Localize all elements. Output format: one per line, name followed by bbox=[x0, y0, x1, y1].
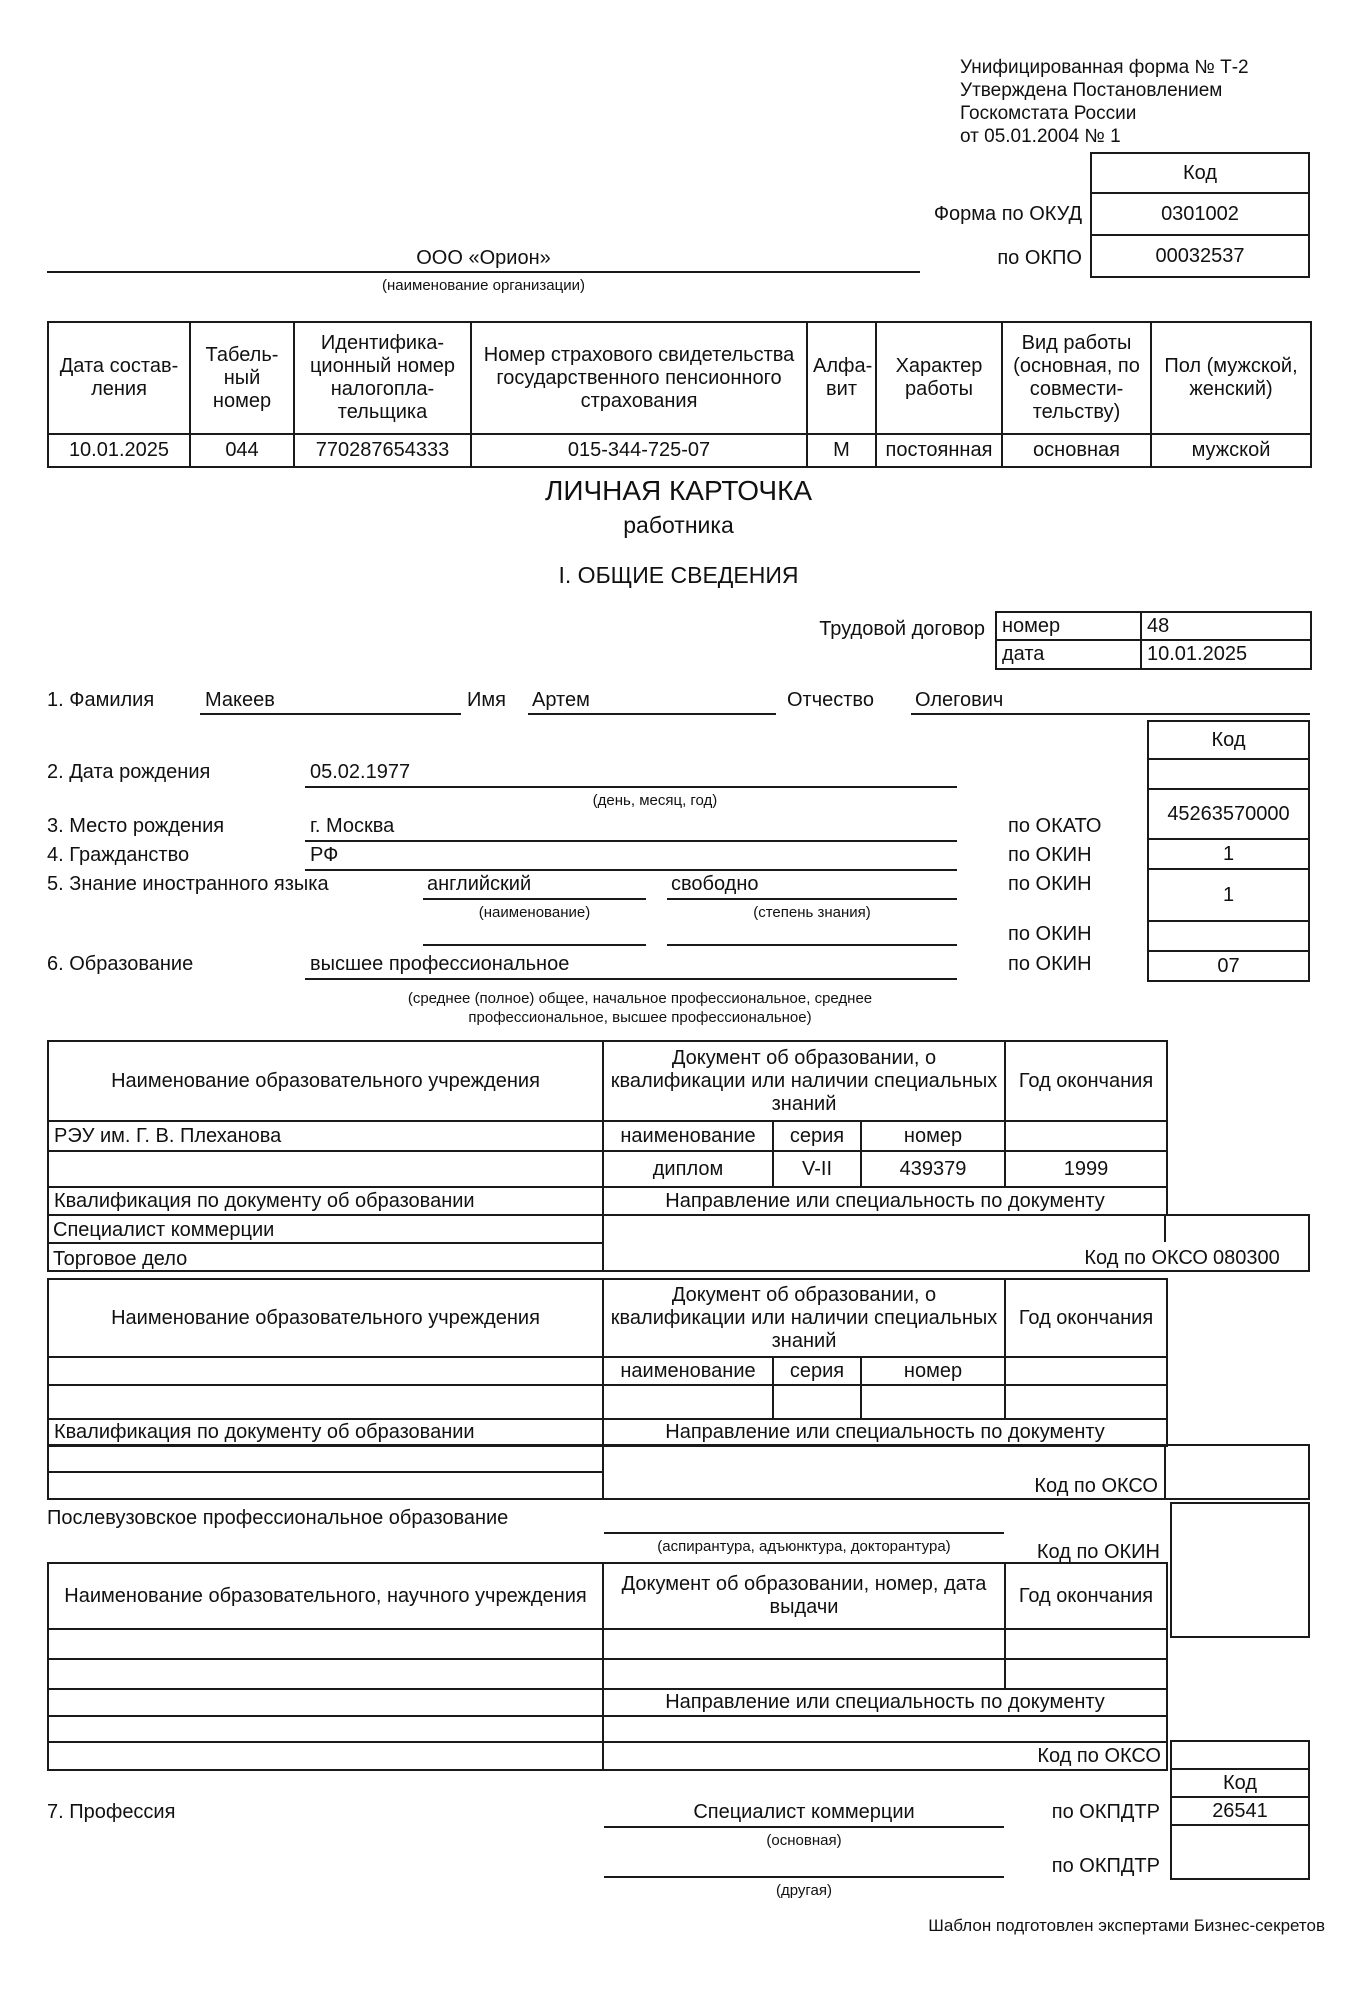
section-heading: I. ОБЩИЕ СВЕДЕНИЯ bbox=[558, 562, 799, 588]
organization-name: ООО «Орион» bbox=[416, 247, 551, 269]
firstname-line bbox=[528, 713, 776, 715]
edu1-okso-value: 080300 bbox=[1213, 1247, 1280, 1269]
value-inn: 770287654333 bbox=[294, 434, 471, 467]
labor-contract-label: Трудовой договор bbox=[819, 618, 985, 640]
edu1-number-value: 439379 bbox=[861, 1151, 1005, 1187]
labor-contract-table bbox=[995, 611, 1312, 670]
edu2-institution-empty-cell bbox=[48, 1357, 603, 1385]
surname-label: 1. Фамилия bbox=[47, 689, 155, 711]
edu3-institution-header: Наименование образовательного, научного учреждения bbox=[48, 1563, 603, 1629]
patronymic-label: Отчество bbox=[787, 689, 874, 711]
patronymic-value: Олегович bbox=[915, 689, 1004, 711]
firstname-label: Имя bbox=[467, 689, 506, 711]
birthplace-label: 3. Место рождения bbox=[47, 815, 225, 837]
okpdtr2-code-cell bbox=[1171, 1825, 1309, 1879]
edu3-empty-cell bbox=[603, 1659, 1005, 1689]
profession-main-caption: (основная) bbox=[766, 1832, 842, 1849]
col-header-gender: Пол (мужской, женский) bbox=[1151, 322, 1311, 434]
employee-summary-table bbox=[47, 321, 1312, 468]
education-value: высшее профессиональное bbox=[310, 953, 570, 975]
language-name-caption: (наименование) bbox=[478, 904, 591, 921]
edu2-qualification-header: Квалификация по документу об образовании bbox=[48, 1419, 603, 1446]
citizenship-line bbox=[305, 869, 957, 871]
birthdate-label: 2. Дата рождения bbox=[47, 761, 211, 783]
edu2-okso-label: Код по ОКСО bbox=[1034, 1475, 1158, 1497]
birthdate-value: 05.02.1977 bbox=[310, 761, 411, 783]
approval-line: Утверждена Постановлением bbox=[960, 80, 1223, 101]
organization-name-caption: (наименование организации) bbox=[382, 277, 585, 294]
edu3-empty-cell bbox=[603, 1629, 1005, 1659]
edu1-okso-inner-line bbox=[1164, 1214, 1166, 1242]
top-code-table bbox=[1090, 152, 1310, 278]
language2-level-line bbox=[667, 944, 957, 946]
edu3-empty-cell bbox=[48, 1659, 603, 1689]
edu1-speciality-header: Направление или специальность по документу bbox=[603, 1187, 1167, 1215]
okpdtr-code-value: 26541 bbox=[1171, 1797, 1309, 1825]
language2-code-cell bbox=[1148, 921, 1309, 951]
language-okin-label: по ОКИН bbox=[1008, 873, 1092, 895]
language2-okin-label: по ОКИН bbox=[1008, 923, 1092, 945]
edu2-series-subheader: серия bbox=[773, 1357, 861, 1385]
edu1-institution-header: Наименование образовательного учреждения bbox=[48, 1041, 603, 1121]
edu3-document-header: Документ об образовании, номер, дата выдачи bbox=[603, 1563, 1005, 1629]
value-snils: 015-344-725-07 bbox=[471, 434, 807, 467]
surname-value: Макеев bbox=[205, 689, 275, 711]
col-header-personnel-number: Табель- ный номер bbox=[190, 322, 294, 434]
edu1-institution-value: РЭУ им. Г. В. Плеханова bbox=[48, 1121, 603, 1151]
approval-block bbox=[960, 56, 1249, 148]
edu2-okso-value-box bbox=[1164, 1444, 1310, 1500]
education-table-3 bbox=[47, 1562, 1168, 1771]
contract-number-label: номер bbox=[996, 612, 1141, 640]
value-alphabet: М bbox=[807, 434, 876, 467]
col-header-snils: Номер страхового свидетельства государственного пенсионного страхования bbox=[471, 322, 807, 434]
value-personnel-number: 044 bbox=[190, 434, 294, 467]
education-caption-line1: (среднее (полное) общее, начальное профессиональное, среднее bbox=[407, 990, 873, 1007]
okpdtr-label: по ОКПДТР bbox=[1051, 1801, 1160, 1823]
edu1-series-value: V-II bbox=[773, 1151, 861, 1187]
surname-line bbox=[200, 713, 461, 715]
citizenship-code-value: 1 bbox=[1148, 839, 1309, 869]
language-level-value: свободно bbox=[671, 873, 759, 895]
document-subtitle: работника bbox=[623, 512, 734, 538]
edu3-okso-value-cell bbox=[1171, 1741, 1309, 1769]
edu3-okso-label: Код по ОКСО bbox=[603, 1742, 1167, 1770]
language-level-caption: (степень знания) bbox=[753, 904, 871, 921]
okud-code-value: 0301002 bbox=[1091, 193, 1309, 235]
edu1-number-subheader: номер bbox=[861, 1121, 1005, 1151]
col-header-inn: Идентифика- ционный номер налогопла- тельщика bbox=[294, 322, 471, 434]
col-header-alphabet: Алфа- вит bbox=[807, 322, 876, 434]
postgraduate-line bbox=[604, 1532, 1004, 1534]
edu1-docname-subheader: наименование bbox=[603, 1121, 773, 1151]
approval-line: от 05.01.2004 № 1 bbox=[960, 126, 1121, 147]
value-work-type: основная bbox=[1002, 434, 1151, 467]
edu2-year-header: Год окончания bbox=[1005, 1279, 1167, 1357]
profession-other-caption: (другая) bbox=[775, 1882, 833, 1899]
edu1-okso-label: Код по ОКСО bbox=[1084, 1247, 1208, 1269]
code-column-header: Код bbox=[1091, 153, 1309, 193]
footer-credit: Шаблон подготовлен экспертами Бизнес-секретов bbox=[928, 1916, 1325, 1935]
edu2-docname-subheader: наименование bbox=[603, 1357, 773, 1385]
profession-other-line bbox=[604, 1876, 1004, 1878]
edu1-qualification-header: Квалификация по документу об образовании bbox=[48, 1187, 603, 1215]
edu2-document-header: Документ об образовании, о квалификации или наличии специальных знаний bbox=[603, 1279, 1005, 1357]
organization-name-line bbox=[47, 271, 920, 273]
edu2-speciality-header: Направление или специальность по документу bbox=[603, 1419, 1167, 1446]
edu1-document-header: Документ об образовании, о квалификации или наличии специальных знаний bbox=[603, 1041, 1005, 1121]
profession-main-value: Специалист коммерции bbox=[693, 1801, 915, 1823]
okato-label: по ОКАТО bbox=[1008, 815, 1102, 837]
okpo-label: по ОКПО bbox=[997, 247, 1082, 269]
edu2-empty-cell bbox=[48, 1385, 603, 1419]
contract-number-value: 48 bbox=[1141, 612, 1311, 640]
education-table-1 bbox=[47, 1040, 1168, 1216]
profession-code-stack bbox=[1170, 1740, 1310, 1880]
birthdate-caption: (день, месяц, год) bbox=[592, 792, 718, 809]
citizenship-label: 4. Гражданство bbox=[47, 844, 190, 866]
education-table-2 bbox=[47, 1278, 1168, 1447]
edu1-speciality-cell bbox=[47, 1242, 604, 1272]
edu1-qualification-cell bbox=[47, 1214, 604, 1244]
profession-label: 7. Профессия bbox=[47, 1801, 176, 1823]
edu3-empty-cell bbox=[48, 1716, 603, 1742]
language-name-line bbox=[423, 898, 646, 900]
edu1-series-subheader: серия bbox=[773, 1121, 861, 1151]
postgraduate-label: Послевузовское профессиональное образование bbox=[47, 1507, 509, 1529]
edu1-year-empty-cell bbox=[1005, 1121, 1167, 1151]
edu1-docname-value: диплом bbox=[603, 1151, 773, 1187]
birthdate-line bbox=[305, 786, 957, 788]
edu1-year-header: Год окончания bbox=[1005, 1041, 1167, 1121]
edu2-qualification-cell bbox=[47, 1444, 604, 1473]
edu3-year-header: Год окончания bbox=[1005, 1563, 1167, 1629]
language-label: 5. Знание иностранного языка bbox=[47, 873, 329, 895]
birthdate-code-cell bbox=[1148, 759, 1309, 789]
okpo-code-value: 00032537 bbox=[1091, 235, 1309, 277]
edu1-year-value: 1999 bbox=[1005, 1151, 1167, 1187]
postgraduate-okin-value-box bbox=[1170, 1502, 1310, 1638]
value-gender: мужской bbox=[1151, 434, 1311, 467]
birthplace-line bbox=[305, 840, 957, 842]
edu2-year-empty-cell bbox=[1005, 1357, 1167, 1385]
edu2-empty-cell bbox=[1005, 1385, 1167, 1419]
edu3-empty-cell bbox=[1005, 1629, 1167, 1659]
edu2-number-subheader: номер bbox=[861, 1357, 1005, 1385]
edu3-speciality-header: Направление или специальность по документу bbox=[603, 1689, 1167, 1716]
education-caption-line2: профессиональное, высшее профессиональное) bbox=[468, 1009, 812, 1026]
education-label: 6. Образование bbox=[47, 953, 194, 975]
citizenship-value: РФ bbox=[310, 844, 339, 866]
col-header-work-type: Вид работы (основная, по совмести- тельству) bbox=[1002, 322, 1151, 434]
edu2-empty-cell bbox=[773, 1385, 861, 1419]
edu3-empty-cell bbox=[48, 1689, 603, 1716]
approval-line: Унифицированная форма № Т-2 bbox=[960, 57, 1249, 78]
citizenship-okin-label: по ОКИН bbox=[1008, 844, 1092, 866]
okato-code-value: 45263570000 bbox=[1148, 789, 1309, 839]
education-code-value: 07 bbox=[1148, 951, 1309, 981]
language2-name-line bbox=[423, 944, 646, 946]
education-okin-label: по ОКИН bbox=[1008, 953, 1092, 975]
edu3-empty-cell bbox=[603, 1716, 1167, 1742]
edu2-institution-header: Наименование образовательного учреждения bbox=[48, 1279, 603, 1357]
patronymic-line bbox=[911, 713, 1310, 715]
col-header-date: Дата состав- ления bbox=[48, 322, 190, 434]
edu3-empty-cell bbox=[48, 1742, 603, 1770]
okud-label: Форма по ОКУД bbox=[933, 203, 1082, 225]
document-title: ЛИЧНАЯ КАРТОЧКА bbox=[544, 475, 813, 506]
value-date: 10.01.2025 bbox=[48, 434, 190, 467]
postgraduate-caption: (аспирантура, адъюнктура, докторантура) bbox=[657, 1538, 951, 1555]
code-column-header: Код bbox=[1148, 721, 1309, 759]
approval-line: Госкомстата России bbox=[960, 103, 1137, 124]
language-value: английский bbox=[427, 873, 532, 895]
profession-main-line bbox=[604, 1826, 1004, 1828]
birthplace-value: г. Москва bbox=[310, 815, 395, 837]
col-header-work-nature: Характер работы bbox=[876, 322, 1002, 434]
okpdtr2-label: по ОКПДТР bbox=[1051, 1855, 1160, 1877]
value-work-nature: постоянная bbox=[876, 434, 1002, 467]
contract-date-value: 10.01.2025 bbox=[1141, 640, 1311, 669]
profession-code-header: Код bbox=[1171, 1769, 1309, 1797]
education-line bbox=[305, 978, 957, 980]
edu1-institution-empty-cell bbox=[48, 1151, 603, 1187]
firstname-value: Артем bbox=[532, 689, 590, 711]
language-level-line bbox=[667, 898, 957, 900]
contract-date-label: дата bbox=[996, 640, 1141, 669]
edu3-empty-cell bbox=[1005, 1659, 1167, 1689]
edu3-empty-cell bbox=[48, 1629, 603, 1659]
edu1-speciality-value: Торговое дело bbox=[53, 1248, 188, 1270]
edu2-empty-cell bbox=[603, 1385, 773, 1419]
general-code-column bbox=[1147, 720, 1310, 982]
edu1-qualification-value: Специалист коммерции bbox=[53, 1219, 275, 1241]
edu2-empty-cell bbox=[861, 1385, 1005, 1419]
edu2-speciality-cell bbox=[47, 1471, 604, 1500]
postgraduate-okin-label: Код по ОКИН bbox=[1036, 1541, 1160, 1563]
language-code-value: 1 bbox=[1148, 869, 1309, 921]
